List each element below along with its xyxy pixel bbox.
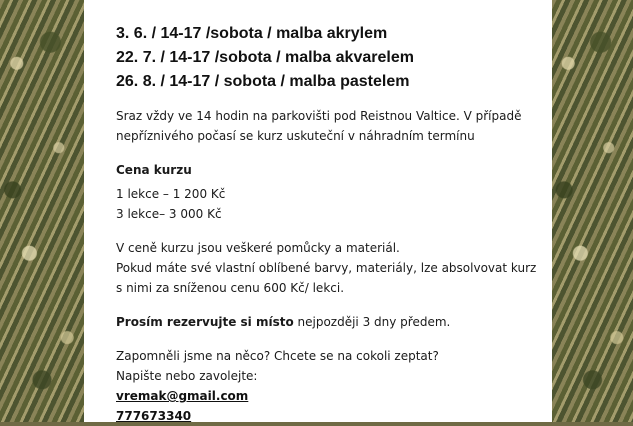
phone-link[interactable]: 777673340	[116, 409, 192, 423]
contact-prompt: Napište nebo zavolejte:	[116, 369, 258, 383]
flyer-content	[116, 22, 536, 426]
contact-question: Zapomněli jsme na něco? Chcete se na cokoli zeptat?	[116, 349, 439, 363]
meeting-info-line-2: nepříznivého počasí se kurz uskuteční v náhradním termínu	[116, 129, 475, 143]
included-line-2: Pokud máte své vlastní oblíbené barvy, materiály, lze absolvovat kurz	[116, 261, 537, 275]
price-one-lesson: 1 lekce – 1 200 Kč	[116, 187, 226, 201]
flyer-panel	[84, 0, 552, 422]
included-line-1: V ceně kurzu jsou veškeré pomůcky a materiál.	[116, 241, 400, 255]
reservation-note	[116, 312, 536, 332]
schedule-line-1: 3. 6. / 14-17 /sobota / malba akrylem	[116, 25, 388, 42]
meeting-info-line-1: Sraz vždy ve 14 hodin na parkovišti pod Reistnou Valtice. V případě	[116, 109, 522, 123]
schedule-line-2: 22. 7. / 14-17 /sobota / malba akvarelem	[116, 49, 414, 66]
schedule-line-3: 26. 8. / 14-17 / sobota / malba pastelem	[116, 73, 410, 90]
email-link[interactable]: vremak@gmail.com	[116, 389, 249, 403]
reservation-rest: nejpozději 3 dny předem.	[293, 315, 451, 329]
background-foliage-right	[552, 0, 633, 422]
price-three-lessons: 3 lekce– 3 000 Kč	[116, 207, 222, 221]
included-line-3: s nimi za sníženou cenu 600 Kč/ lekci.	[116, 281, 345, 295]
reservation-bold: Prosím rezervujte si místo	[116, 315, 294, 329]
background-foliage-left	[0, 0, 84, 422]
price-heading: Cena kurzu	[116, 163, 192, 177]
